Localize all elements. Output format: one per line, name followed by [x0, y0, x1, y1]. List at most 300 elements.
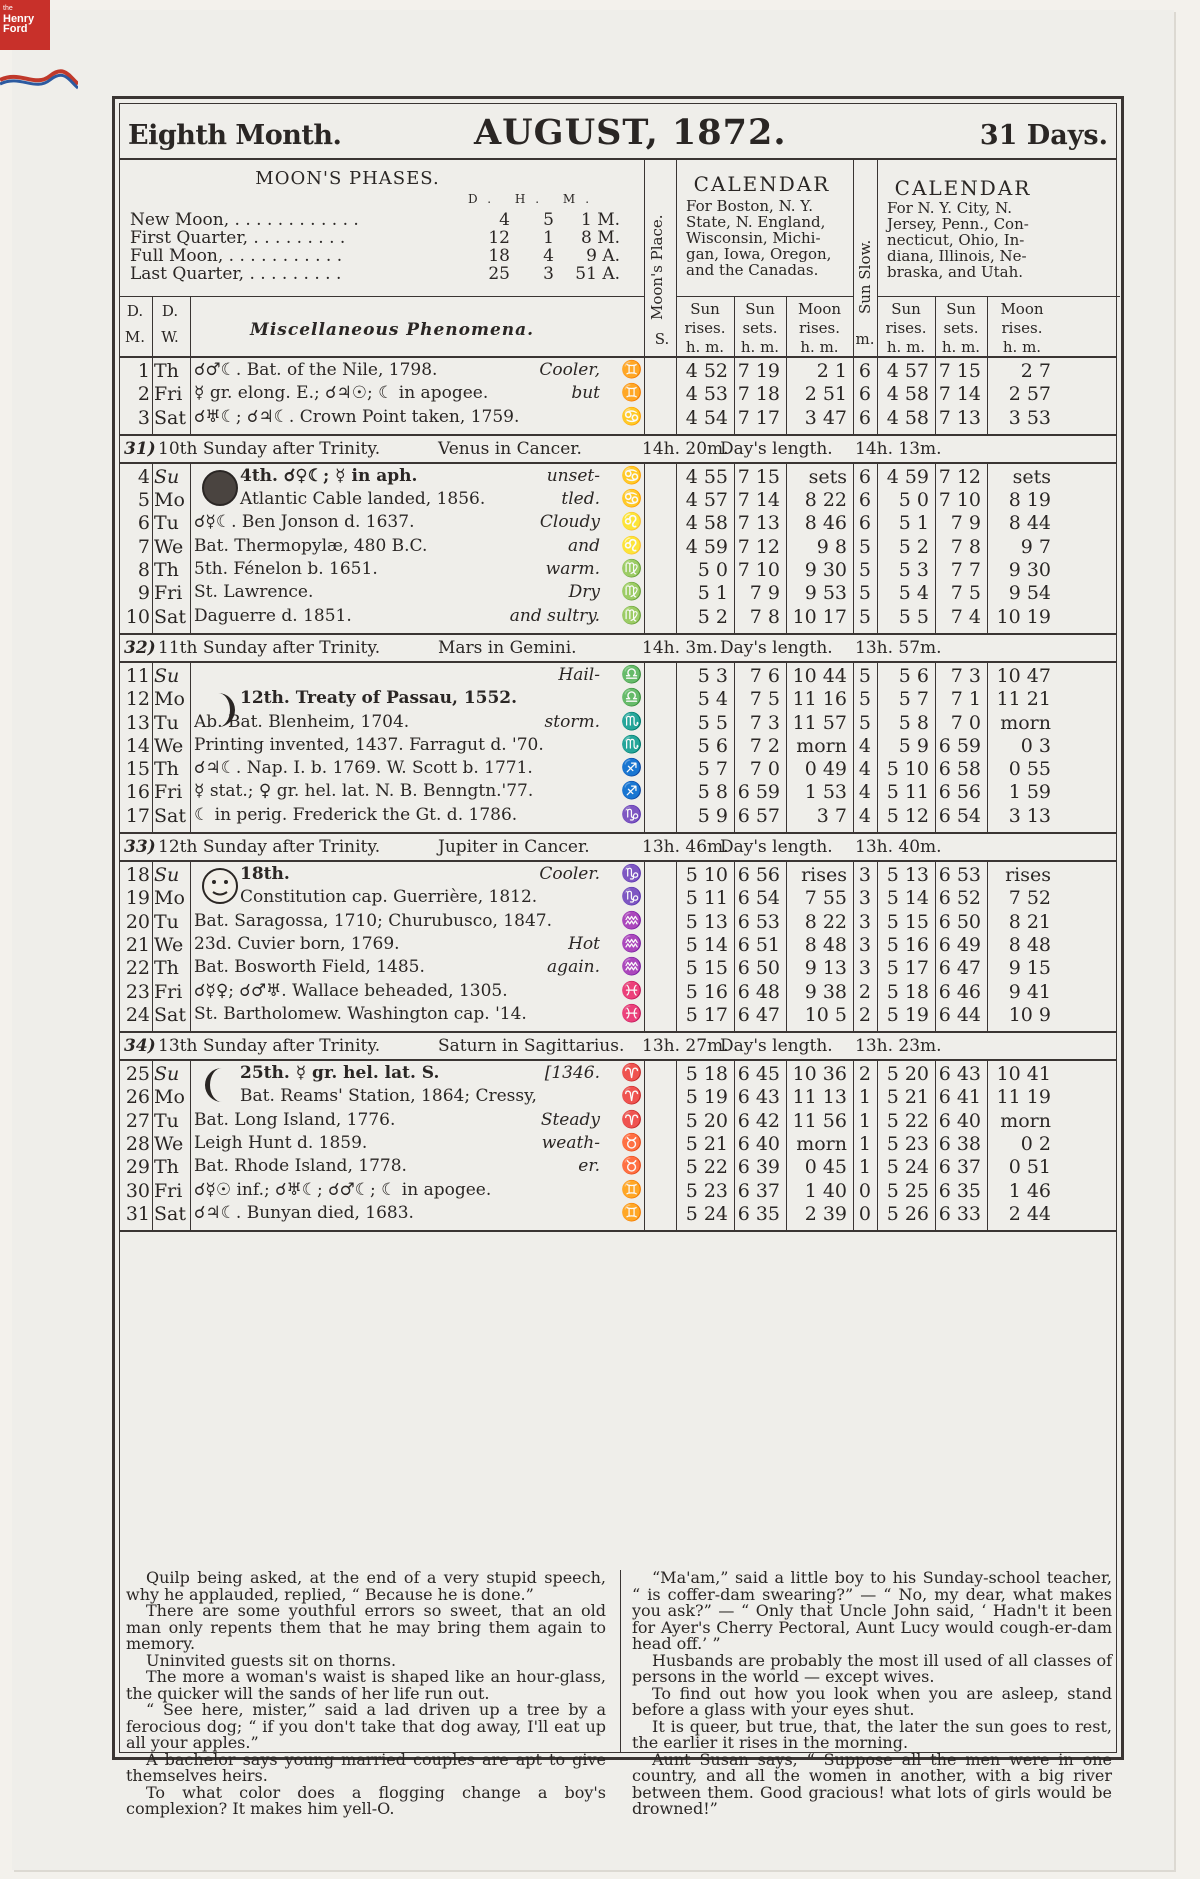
day-of-month: 29	[125, 1156, 150, 1179]
sr-time: 5 9	[898, 734, 929, 757]
month-title: AUGUST, 1872.	[474, 112, 787, 153]
anecdote-paragraph: Uninvited guests sit on thorns.	[146, 1650, 397, 1670]
ss-time: 7 13	[938, 406, 981, 429]
day-of-week: Mo	[154, 887, 185, 910]
ss-time: 6 46	[938, 980, 981, 1003]
sr-time: 5 0	[898, 489, 929, 512]
ss-time: 7 6	[749, 664, 780, 687]
ss-time: 7 12	[938, 465, 981, 488]
moon-phase-row	[130, 264, 620, 284]
phenomena	[194, 606, 604, 626]
moon-place-sign-icon: ♏	[621, 734, 643, 755]
sun-slow-value: 3	[858, 887, 871, 910]
mr-time: 2 51	[804, 383, 847, 406]
sun-slow-value: 4	[858, 734, 871, 757]
sr-time: 5 18	[886, 980, 929, 1003]
sr-time: 5 14	[886, 887, 929, 910]
phenomena	[194, 1063, 604, 1083]
phenomena	[194, 582, 604, 602]
column-header	[120, 160, 1116, 358]
day-row	[120, 735, 1116, 758]
ss-time: 6 56	[938, 781, 981, 804]
ss-time: 6 41	[938, 1086, 981, 1109]
cal2-moonrises: Moon rises. h. m.	[1000, 300, 1044, 356]
moon-first-icon	[200, 690, 240, 730]
calendar-desc-line: For N. Y. City, N.	[887, 199, 1013, 217]
day-length-2: 14h. 13m.	[855, 438, 942, 459]
event-text: Bat. Long Island, 1776.	[194, 1109, 396, 1130]
sr-time: 5 7	[697, 758, 728, 781]
sr-time: 5 21	[685, 1133, 728, 1156]
weather-text: Hot	[568, 933, 600, 954]
weather-text: but	[571, 383, 600, 404]
sr-time: 5 19	[685, 1086, 728, 1109]
moon-phase-hour: 5	[543, 210, 554, 230]
ss-time: 7 17	[737, 406, 780, 429]
phenomena	[194, 512, 604, 532]
mr-time: 1 53	[804, 781, 847, 804]
day-of-week: Sat	[154, 1202, 186, 1225]
sr-time: 4 54	[685, 406, 728, 429]
mr-time: 2 57	[1008, 383, 1051, 406]
moon-phase-minute: 51 A.	[575, 264, 620, 284]
day-of-week: Su	[154, 465, 180, 488]
week-number: 34)	[124, 1036, 156, 1057]
day-of-month: 10	[125, 605, 150, 628]
moon-place-sign-icon: ♒	[621, 933, 643, 954]
ss-time: 7 19	[737, 360, 780, 382]
sun-slow-value: 6	[858, 383, 871, 406]
moon-phase-hour: 3	[543, 264, 554, 284]
day-of-week: Su	[154, 1063, 180, 1086]
moon-place-sign-icon: ♊	[621, 383, 643, 404]
sr-time: 5 24	[685, 1202, 728, 1225]
cal2-sunsets: Sun sets. h. m.	[941, 300, 981, 356]
week-number: 32)	[124, 637, 156, 658]
day-row	[120, 1203, 1116, 1226]
ss-time: 6 37	[737, 1179, 780, 1202]
weather-text: [1346.	[544, 1063, 600, 1084]
mr-time: 10 17	[792, 605, 847, 628]
mr-time: 8 22	[804, 910, 847, 933]
ss-time: 6 35	[938, 1179, 981, 1202]
weather-text: and sultry.	[509, 605, 600, 626]
event-text: ☌♅☾; ☌♃☾. Crown Point taken, 1759.	[194, 406, 520, 427]
sr-time: 5 22	[685, 1156, 728, 1179]
sr-time: 5 17	[886, 957, 929, 980]
day-of-week: Su	[154, 864, 180, 887]
event-text: Bat. Saragossa, 1710; Churubusco, 1847.	[194, 910, 552, 931]
week-number: 31)	[124, 438, 156, 459]
ss-time: 6 49	[938, 933, 981, 956]
sun-slow-value: 3	[858, 933, 871, 956]
ss-time: 6 44	[938, 1003, 981, 1026]
sr-time: 5 4	[898, 582, 929, 605]
day-of-week: Mo	[154, 489, 185, 512]
moon-place-sign-icon: ♉	[621, 1156, 643, 1177]
sun-slow-value: 2	[858, 980, 871, 1003]
day-of-week: Th	[154, 758, 179, 781]
moon-phase-name: Full Moon, . . . . . . . . . . .	[130, 246, 343, 266]
ss-time: 7 7	[950, 559, 981, 582]
weather-text: and	[568, 535, 600, 556]
event-text: ☿ gr. elong. E.; ☌♃☉; ☾ in apogee.	[194, 383, 489, 404]
weather-text: Cooler,	[539, 360, 600, 380]
sr-time: 5 25	[886, 1179, 929, 1202]
ss-time: 7 5	[950, 582, 981, 605]
sr-time: 5 2	[898, 535, 929, 558]
ss-time: 7 15	[938, 360, 981, 382]
day-of-week: Fri	[154, 1179, 183, 1202]
anecdote-paragraph: Aunt Susan says, “ Suppose all the men were in one country, and all the women in another, with a big river between them. Good gracious! what lots of girls would be drowned!”	[632, 1749, 1112, 1818]
day-row	[120, 536, 1116, 559]
sr-time: 4 55	[685, 465, 728, 488]
event-text: Printing invented, 1437. Farragut d. '70.	[194, 734, 544, 755]
day-length-label: Day's length.	[720, 1036, 833, 1057]
week-block	[120, 862, 1116, 1033]
day-row	[120, 665, 1116, 688]
ss-time: 6 38	[938, 1133, 981, 1156]
ss-time: 7 5	[749, 688, 780, 711]
moon-phase-name: First Quarter, . . . . . . . . .	[130, 228, 346, 248]
week-block	[120, 358, 1116, 436]
moon-place-sign-icon: ♍	[621, 605, 643, 626]
calendar-desc-line: State, N. England,	[686, 213, 826, 231]
day-row	[120, 1110, 1116, 1133]
ss-time: 6 57	[737, 804, 780, 827]
anecdote-paragraph: To what color does a flogging change a boy's complexion? It makes him yell-O.	[126, 1782, 606, 1818]
day-of-month: 2	[137, 383, 150, 406]
event-text: ☌♃☾. Bunyan died, 1683.	[194, 1202, 414, 1223]
sr-time: 5 24	[886, 1156, 929, 1179]
day-length-1: 13h. 27m.	[642, 1036, 729, 1057]
ss-time: 6 53	[737, 910, 780, 933]
ss-time: 7 0	[749, 758, 780, 781]
moon-phase-day: 12	[488, 228, 510, 248]
phenomena	[194, 383, 604, 403]
moon-place-sign-icon: ♓	[621, 1003, 643, 1024]
phenomena	[194, 735, 604, 755]
sr-time: 4 58	[886, 406, 929, 429]
anecdotes-right	[632, 1570, 1112, 1818]
moon-full-icon	[200, 866, 240, 906]
misc-phenomena-header: Miscellaneous Phenomena.	[250, 320, 535, 340]
day-length-1: 13h. 46m.	[642, 837, 729, 858]
ss-time: 7 2	[749, 734, 780, 757]
mr-time: 0 51	[1008, 1156, 1051, 1179]
ss-time: 7 14	[938, 383, 981, 406]
sun-slow-value: 6	[858, 465, 871, 488]
day-of-week: Sat	[154, 605, 186, 628]
day-row	[120, 887, 1116, 910]
moon-phases	[130, 168, 635, 284]
sr-time: 5 21	[886, 1086, 929, 1109]
mr-time: 11 13	[792, 1086, 847, 1109]
mr-time: 7 55	[804, 887, 847, 910]
sunday-name: 12th Sunday after Trinity.	[158, 837, 381, 858]
moon-phase-row	[130, 210, 620, 230]
moon-place-sign-icon: ♏	[621, 711, 643, 732]
day-of-month: 13	[125, 711, 150, 734]
ss-time: 7 9	[749, 582, 780, 605]
event-text: Bat. Reams' Station, 1864; Cressy,	[240, 1086, 537, 1107]
moon-place-sign-icon: ♑	[621, 864, 643, 885]
day-of-month: 7	[137, 535, 150, 558]
sr-time: 5 4	[697, 688, 728, 711]
sr-time: 5 1	[697, 582, 728, 605]
mr-time: 9 38	[804, 980, 847, 1003]
event-text: ☌♃☾. Nap. I. b. 1769. W. Scott b. 1771.	[194, 758, 533, 779]
sr-time: 5 2	[697, 605, 728, 628]
ss-time: 7 14	[737, 489, 780, 512]
mr-time: 8 22	[804, 489, 847, 512]
event-text: ☌☿☉ inf.; ☌♅☾; ☌♂☾; ☾ in apogee.	[194, 1179, 492, 1200]
sun-slow-value: 5	[858, 711, 871, 734]
sun-slow-value: 6	[858, 512, 871, 535]
sr-time: 5 16	[685, 980, 728, 1003]
moon-phase-day: 25	[488, 264, 510, 284]
mr-time: 1 40	[804, 1179, 847, 1202]
moon-place-sign-icon: ♈	[621, 1109, 643, 1130]
phenomena	[194, 665, 604, 685]
sun-slow-value: 2	[858, 1003, 871, 1026]
sr-time: 5 11	[886, 781, 929, 804]
ss-time: 7 18	[737, 383, 780, 406]
day-row	[120, 383, 1116, 406]
ss-time: 7 8	[950, 535, 981, 558]
sr-time: 5 6	[898, 664, 929, 687]
day-of-month: 1	[137, 360, 150, 382]
day-of-week: Th	[154, 360, 179, 382]
day-of-month: 24	[125, 1003, 150, 1026]
day-of-month: 15	[125, 758, 150, 781]
sr-time: 4 52	[685, 360, 728, 382]
ss-time: 7 13	[737, 512, 780, 535]
moon-place-sign-icon: ♋	[621, 465, 643, 486]
sun-slow-m: m.	[855, 330, 875, 348]
phenomena	[194, 559, 604, 579]
event-text: Bat. Rhode Island, 1778.	[194, 1156, 407, 1177]
moon-phase-minute: 9 A.	[586, 246, 620, 266]
sr-time: 5 3	[898, 559, 929, 582]
day-of-week: Sat	[154, 406, 186, 429]
moon-place-sign-icon: ♌	[621, 535, 643, 556]
moon-place-sign-icon: ♊	[621, 1202, 643, 1223]
mr-time: 11 56	[792, 1109, 847, 1132]
weather-text: Cloudy	[539, 512, 600, 533]
sr-time: 5 5	[898, 605, 929, 628]
day-length-1: 14h. 20m.	[642, 438, 729, 459]
week-divider	[120, 1033, 1116, 1061]
sr-time: 5 12	[886, 804, 929, 827]
anecdotes-left	[126, 1570, 606, 1818]
day-row	[120, 1086, 1116, 1109]
sun-slow-value: 1	[858, 1086, 871, 1109]
mr-time: 9 8	[816, 535, 847, 558]
planet-note: Mars in Gemini.	[438, 637, 577, 658]
ss-time: 6 42	[737, 1109, 780, 1132]
day-length-label: Day's length.	[720, 637, 833, 658]
weeks-body	[120, 358, 1116, 1232]
ribbon-bookmark	[0, 66, 78, 98]
day-of-month: 9	[137, 582, 150, 605]
moon-place-sign-icon: ♑	[621, 804, 643, 825]
phenomena	[194, 1086, 604, 1106]
day-of-month: 31	[125, 1202, 150, 1225]
ss-time: 6 35	[737, 1202, 780, 1225]
sr-time: 5 15	[886, 910, 929, 933]
weather-text: storm.	[544, 711, 600, 732]
day-row	[120, 559, 1116, 582]
mr-time: 2 39	[804, 1202, 847, 1225]
ss-time: 6 50	[737, 957, 780, 980]
moon-place-sign-icon: ♐	[621, 781, 643, 802]
phenomena	[194, 957, 604, 977]
ss-time: 7 4	[950, 605, 981, 628]
day-row	[120, 582, 1116, 605]
ss-time: 6 51	[737, 933, 780, 956]
day-of-week: Th	[154, 559, 179, 582]
week-divider	[120, 834, 1116, 862]
ss-time: 6 47	[938, 957, 981, 980]
mr-time: 0 3	[1020, 734, 1051, 757]
weather-text: tled.	[561, 489, 600, 510]
event-text: St. Lawrence.	[194, 582, 314, 603]
anecdote-paragraph: To find out how you look when you are asleep, stand before a glass with your eyes shut.	[632, 1683, 1112, 1719]
day-row	[120, 981, 1116, 1004]
ss-time: 6 54	[737, 887, 780, 910]
ss-time: 6 47	[737, 1003, 780, 1026]
mr-time: 0 2	[1020, 1133, 1051, 1156]
ss-time: 6 39	[737, 1156, 780, 1179]
day-row	[120, 934, 1116, 957]
sr-time: 5 0	[697, 559, 728, 582]
sr-time: 5 11	[685, 887, 728, 910]
week-block	[120, 1061, 1116, 1232]
month-ordinal: Eighth Month.	[128, 120, 342, 151]
mr-time: 11 21	[996, 688, 1051, 711]
ss-time: 7 10	[938, 489, 981, 512]
moon-place-sign-icon: ♈	[621, 1063, 643, 1084]
almanac-table	[112, 96, 1124, 1818]
sr-time: 5 5	[697, 711, 728, 734]
anecdote-paragraph: Quilp being asked, at the end of a very stupid speech, why he applauded, replied, “ Because he is done.”	[126, 1568, 606, 1604]
weather-text: weath-	[541, 1133, 600, 1154]
day-row	[120, 805, 1116, 828]
mr-time: 2 1	[816, 360, 847, 382]
event-text: Bat. Bosworth Field, 1485.	[194, 957, 425, 978]
day-row	[120, 957, 1116, 980]
mr-time: 1 46	[1008, 1179, 1051, 1202]
ss-time: 7 12	[737, 535, 780, 558]
phenomena	[194, 1203, 604, 1223]
day-row	[120, 466, 1116, 489]
mr-time: rises	[1005, 864, 1051, 887]
event-text: 4th. ☌♀☾; ☿ in aph.	[240, 465, 418, 486]
phenomena	[194, 489, 604, 509]
day-row	[120, 360, 1116, 383]
day-of-week: Sat	[154, 1003, 186, 1026]
sr-time: 4 58	[685, 512, 728, 535]
sr-time: 5 16	[886, 933, 929, 956]
mr-time: 10 19	[996, 605, 1051, 628]
day-of-month: 28	[125, 1133, 150, 1156]
anecdote-paragraph: “Ma'am,” said a little boy to his Sunday-school teacher, “ is coffer-dam swearing?” — “ No, my dear, what makes you ask?” — “ Only that Uncle John said, ‘ Hadn't it been for Ayer's Cherry Pectoral, Aunt Lucy would cough-er-dam head off.’ ”	[632, 1568, 1112, 1653]
day-of-month: 21	[125, 933, 150, 956]
moon-place-sign-icon: ♑	[621, 887, 643, 908]
event-text: Constitution cap. Guerrière, 1812.	[240, 887, 538, 908]
day-of-month: 5	[137, 489, 150, 512]
day-of-week: Mo	[154, 688, 185, 711]
moon-place-sign-icon: ♓	[621, 980, 643, 1001]
event-text: Leigh Hunt d. 1859.	[194, 1133, 368, 1154]
day-of-month: 16	[125, 781, 150, 804]
day-of-month: 30	[125, 1179, 150, 1202]
day-of-month: 25	[125, 1063, 150, 1086]
ss-time: 7 9	[950, 512, 981, 535]
sr-time: 5 17	[685, 1003, 728, 1026]
sr-time: 4 58	[886, 383, 929, 406]
anecdote-paragraph: The more a woman's waist is shaped like an hour-glass, the quicker will the sands of her life run out.	[126, 1667, 606, 1703]
ss-time: 6 40	[737, 1133, 780, 1156]
day-of-week: Fri	[154, 582, 183, 605]
day-length-2: 13h. 40m.	[855, 837, 942, 858]
ss-time: 6 52	[938, 887, 981, 910]
cal1-sunrises: Sun rises. h. m.	[684, 300, 726, 356]
moon-phases-cols: D. H. M.	[468, 192, 600, 206]
sr-time: 5 23	[685, 1179, 728, 1202]
day-row	[120, 512, 1116, 535]
sun-slow-value: 0	[858, 1202, 871, 1225]
sun-slow-value: 5	[858, 664, 871, 687]
ss-time: 7 10	[737, 559, 780, 582]
moon-phase-hour: 1	[543, 228, 554, 248]
mr-time: 2 7	[1020, 360, 1051, 382]
ss-time: 6 40	[938, 1109, 981, 1132]
moon-place-sign-icon: ♊	[621, 1179, 643, 1200]
day-of-month: 19	[125, 887, 150, 910]
sr-time: 5 19	[886, 1003, 929, 1026]
moon-place-sign-icon: ♈	[621, 1086, 643, 1107]
sunday-name: 10th Sunday after Trinity.	[158, 438, 381, 459]
day-of-month: 11	[125, 664, 150, 687]
sun-slow-value: 3	[858, 864, 871, 887]
sunday-name: 13th Sunday after Trinity.	[158, 1036, 381, 1057]
day-of-month: 22	[125, 957, 150, 980]
anecdote-paragraph: It is queer, but true, that, the later the sun goes to rest, the earlier it rises in the morning.	[632, 1716, 1112, 1752]
day-row	[120, 1004, 1116, 1027]
day-of-month: 20	[125, 910, 150, 933]
moon-place-sign-icon: ♍	[621, 582, 643, 603]
mr-time: 0 55	[1008, 758, 1051, 781]
day-of-week: Su	[154, 664, 180, 687]
sr-time: 5 13	[685, 910, 728, 933]
calendar2-desc	[887, 200, 1055, 280]
planet-note: Venus in Cancer.	[438, 438, 582, 459]
month-header	[120, 104, 1116, 160]
ss-time: 6 37	[938, 1156, 981, 1179]
henry-ford-logo[interactable]	[0, 0, 50, 50]
mr-time: morn	[1000, 711, 1051, 734]
mr-time: 10 5	[804, 1003, 847, 1026]
ss-time: 7 8	[749, 605, 780, 628]
moon-last-icon	[200, 1065, 240, 1105]
sun-slow-value: 6	[858, 489, 871, 512]
phenomena	[194, 1180, 604, 1200]
day-length-2: 13h. 57m.	[855, 637, 942, 658]
moon-place-sign-icon: ♌	[621, 512, 643, 533]
day-row	[120, 606, 1116, 629]
